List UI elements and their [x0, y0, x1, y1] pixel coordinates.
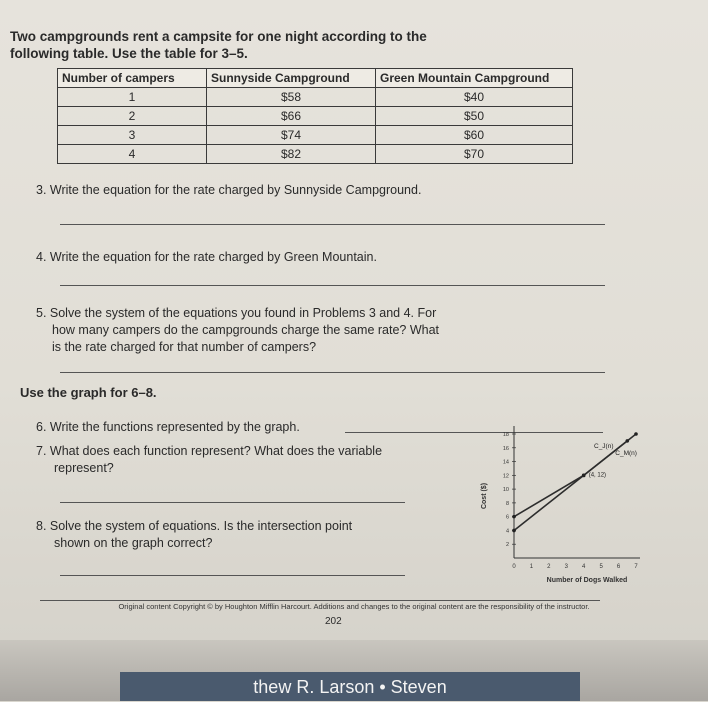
table-cell: $50: [376, 107, 573, 126]
answer-line-7[interactable]: [60, 502, 405, 503]
data-point: [634, 432, 638, 436]
table-cell: $40: [376, 88, 573, 107]
table-header-row: [58, 69, 573, 88]
intro-line-1: Two campgrounds rent a campsite for one night according to the: [10, 29, 427, 44]
x-tick-label: 7: [634, 564, 638, 570]
x-tick-label: 2: [547, 564, 551, 570]
question-3: 3. Write the equation for the rate charged by Sunnyside Campground.: [36, 183, 422, 197]
copyright-footer: Original content Copyright © by Houghton Mifflin Harcourt. Additions and changes to the original content are the responsibility of the instructor.: [118, 602, 590, 611]
y-tick-label: 10: [502, 487, 509, 494]
x-tick-label: 5: [599, 564, 603, 570]
table-cell: $60: [376, 126, 573, 145]
x-tick-label: 4: [582, 564, 586, 570]
table-cell: $70: [376, 145, 573, 164]
x-tick-label: 0: [512, 564, 516, 570]
table-cell: 2: [58, 107, 207, 126]
question-4: 4. Write the equation for the rate charged by Green Mountain.: [36, 250, 377, 264]
question-5-line-1: 5. Solve the system of the equations you found in Problems 3 and 4. For: [36, 306, 437, 320]
table-cell: $58: [207, 88, 376, 107]
x-tick-label: 1: [529, 564, 534, 570]
header-sunnyside: Sunnyside Campground: [207, 69, 376, 88]
intersection-label: (4, 12): [588, 472, 607, 479]
answer-line-3[interactable]: [60, 224, 605, 225]
campground-rate-table: [57, 68, 573, 164]
page-number: 202: [325, 616, 342, 627]
table-cell: $82: [207, 145, 376, 164]
question-8-line-1: 8. Solve the system of equations. Is the intersection point: [36, 519, 353, 533]
question-5-line-2: how many campers do the campgrounds charge the same rate? What: [52, 323, 440, 337]
x-tick-label: 6: [616, 564, 621, 570]
table-row: [58, 107, 573, 126]
intro-line-2: following table. Use the table for 3–5.: [10, 46, 248, 61]
question-5-line-3: is the rate charged for that number of campers?: [52, 340, 317, 354]
series-label: C_J(n): [594, 443, 614, 450]
author-banner: thew R. Larson • Steven: [120, 672, 580, 701]
data-point: [512, 529, 516, 533]
question-7-line-2: represent?: [54, 461, 114, 475]
graph-section-heading: Use the graph for 6–8.: [20, 385, 157, 400]
intro-text: [10, 28, 490, 62]
answer-line-4[interactable]: [60, 285, 605, 286]
question-7-line-1: 7. What does each function represent? What does the variable: [36, 444, 383, 458]
question-5: [36, 305, 439, 356]
series-label: C_M(n): [615, 449, 637, 457]
question-6: 6. Write the functions represented by the graph.: [36, 420, 300, 434]
y-tick-label: 8: [505, 500, 509, 507]
table-cell: 3: [58, 126, 207, 145]
x-axis-label: Number of Dogs Walked: [546, 577, 628, 584]
table-row: [58, 145, 573, 164]
y-tick-label: 18: [502, 432, 509, 438]
answer-line-5[interactable]: [60, 372, 605, 373]
data-point: [582, 474, 586, 478]
y-tick-label: 16: [502, 445, 509, 452]
answer-line-8[interactable]: [60, 575, 405, 576]
y-tick-label: 12: [502, 473, 509, 480]
question-7: [36, 443, 382, 477]
header-number-of-campers: Number of campers: [58, 69, 207, 88]
y-tick-label: 4: [505, 528, 509, 535]
table-cell: $66: [207, 107, 376, 126]
table-row: [58, 126, 573, 145]
y-tick-label: 14: [502, 459, 509, 466]
x-tick-label: 3: [564, 564, 568, 570]
table-row: [58, 88, 573, 107]
question-8: [36, 518, 352, 552]
series-line: [514, 441, 627, 517]
y-tick-label: 2: [505, 542, 509, 549]
data-point: [512, 515, 516, 519]
dog-walking-cost-graph: [468, 420, 648, 590]
data-point: [625, 439, 629, 443]
y-tick-label: 6: [505, 514, 509, 521]
table-cell: 1: [58, 88, 207, 107]
header-green-mountain: Green Mountain Campground: [376, 69, 573, 88]
table-cell: $74: [207, 126, 376, 145]
question-8-line-2: shown on the graph correct?: [54, 536, 213, 550]
footer-divider: [40, 600, 600, 601]
y-axis-label: Cost ($): [481, 482, 488, 510]
table-cell: 4: [58, 145, 207, 164]
